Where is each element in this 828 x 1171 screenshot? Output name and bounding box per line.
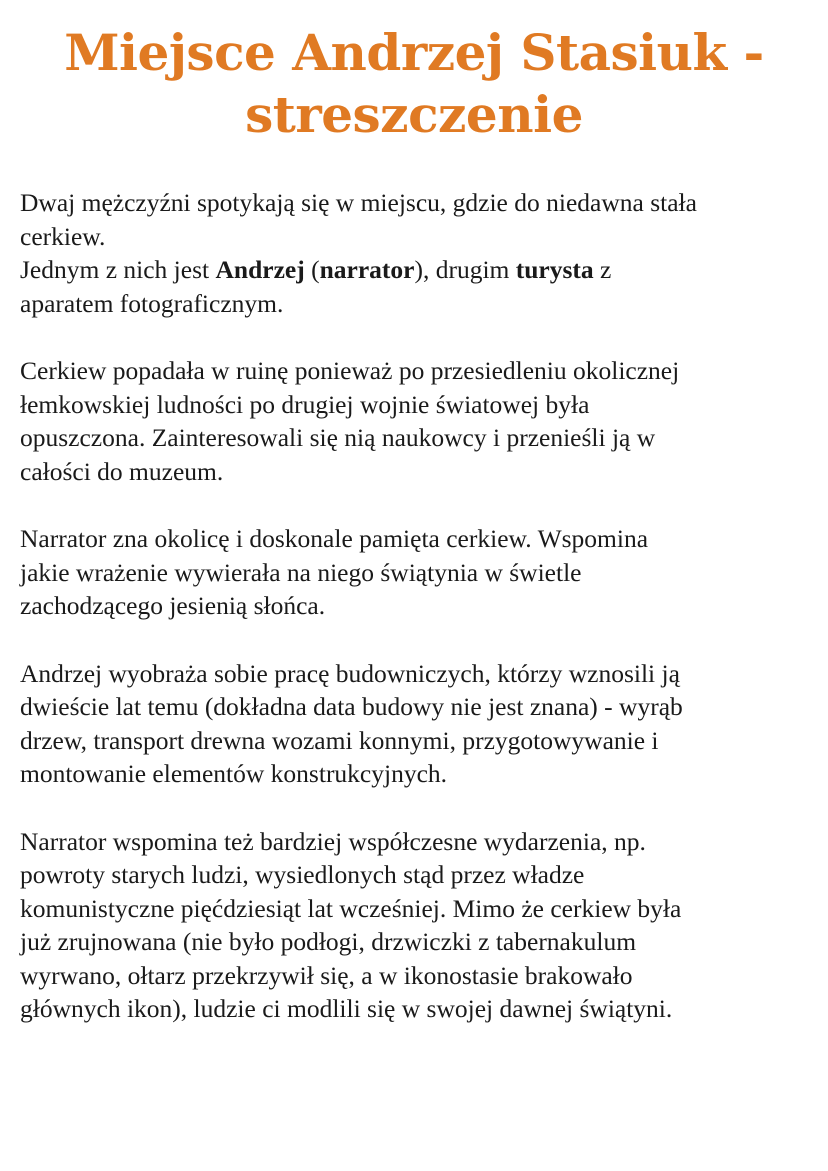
text-line: Cerkiew popadała w ruinę ponieważ po przesiedleniu okolicznej bbox=[20, 356, 680, 385]
text-line: głównych ikon), ludzie ci modlili się w swojej dawnej świątyni. bbox=[20, 994, 673, 1023]
paragraph-3 bbox=[20, 522, 808, 623]
text-line-with-emphasis bbox=[20, 253, 808, 287]
text-line: całości do muzeum. bbox=[20, 456, 224, 486]
paragraph-5 bbox=[20, 825, 808, 1026]
text-run: Jednym z nich jest bbox=[20, 255, 216, 284]
text-line: dwieście lat temu (dokładna data budowy nie jest znana) - wyrąb bbox=[20, 692, 683, 721]
text-line: montowanie elementów konstrukcyjnych. bbox=[20, 759, 448, 788]
text-line: łemkowskiej ludności po drugiej wojnie światowej była bbox=[20, 389, 590, 419]
title-line-2: streszczenie bbox=[245, 85, 583, 144]
text-line: aparatem fotograficznym. bbox=[20, 288, 284, 318]
text-line: opuszczona. Zainteresowali się nią naukowcy i przenieśli ją w bbox=[20, 423, 656, 452]
bold-name-andrzej: Andrzej bbox=[215, 255, 305, 284]
text-run: ( bbox=[304, 255, 320, 284]
paragraph-2 bbox=[20, 354, 808, 488]
text-run: ), drugim bbox=[414, 255, 516, 284]
summary-body bbox=[20, 186, 808, 1026]
text-line: komunistyczne pięćdziesiąt lat wcześniej. Mimo że cerkiew była bbox=[20, 893, 682, 923]
text-line: zachodzącego jesienią słońca. bbox=[20, 591, 326, 620]
text-line: jakie wrażenie wywierała na niego świątynia w świetle bbox=[20, 557, 582, 587]
bold-narrator: narrator bbox=[319, 255, 415, 284]
text-line: drzew, transport drewna wozami konnymi, przygotowywanie i bbox=[20, 725, 659, 755]
text-line: już zrujnowana (nie było podłogi, drzwiczki z tabernakulum bbox=[20, 927, 637, 956]
page-title bbox=[20, 22, 808, 146]
text-line: Dwaj mężczyźni spotykają się w miejscu, gdzie do niedawna stała bbox=[20, 188, 697, 217]
text-line: Andrzej wyobraża sobie pracę budowniczych, którzy wznosili ją bbox=[20, 658, 680, 688]
text-run: z bbox=[593, 255, 612, 284]
text-line: Narrator zna okolicę i doskonale pamięta cerkiew. Wspomina bbox=[20, 524, 649, 553]
bold-turysta: turysta bbox=[515, 255, 594, 284]
title-line-1: Miejsce Andrzej Stasiuk - bbox=[64, 23, 764, 82]
text-line: powroty starych ludzi, wysiedlonych stąd przez władze bbox=[20, 860, 585, 889]
paragraph-4 bbox=[20, 657, 808, 791]
text-line: cerkiew. bbox=[20, 221, 106, 251]
text-line: Narrator wspomina też bardziej współczesne wydarzenia, np. bbox=[20, 826, 646, 856]
paragraph-1 bbox=[20, 186, 808, 320]
text-line: wyrwano, ołtarz przekrzywił się, a w ikonostasie brakowało bbox=[20, 960, 633, 990]
